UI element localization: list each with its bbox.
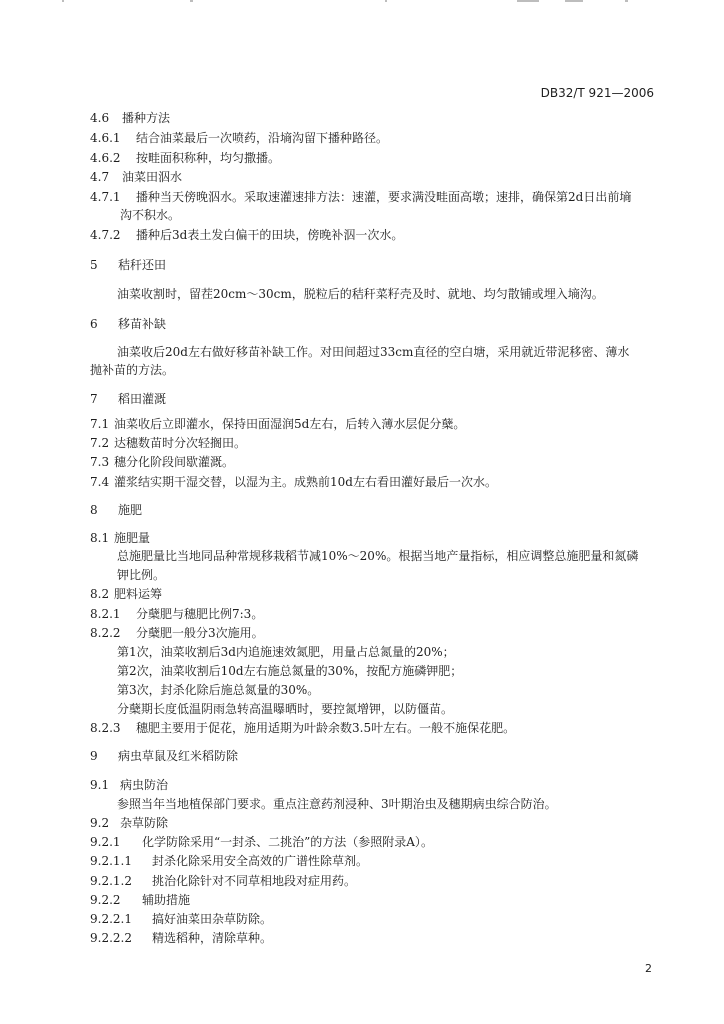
page-number: 2	[645, 962, 652, 975]
paragraph-line: 油菜收后20d左右做好移苗补缺工作。对田间超过33cm直径的空白塘，采用就近带泥移密、薄水	[117, 345, 630, 359]
section-heading: 7 稻田灌溉	[90, 392, 167, 406]
paragraph-line: 油菜收割时，留茬20cm～30cm，脱粒后的秸秆菜籽壳及时、就地、均匀散铺或埋入墒沟。	[117, 287, 604, 301]
clause-heading: 8.1 施肥量	[90, 531, 151, 545]
list-item: 第2次，油菜收割后10d左右施总氮量的30%，按配方施磷钾肥；	[117, 664, 463, 678]
clause-heading: 9.2 杂草防除	[90, 816, 169, 830]
clause-line: 9.2.1.2 挑治化除针对不同草相地段对症用药。	[90, 874, 357, 888]
clause-line: 7.3 穗分化阶段间歇灌溉。	[90, 455, 235, 469]
clause-line: 9.2.2.2 精选稻种，清除草种。	[90, 931, 273, 945]
clause-heading: 9.1 病虫防治	[90, 778, 169, 792]
clause-line: 8.2.1 分蘖肥与穗肥比例7:3。	[90, 607, 264, 621]
clause-line: 4.6.2 按畦面积称种，均匀撒播。	[90, 151, 281, 165]
list-item: 第3次，封杀化除后施总氮量的30%。	[117, 683, 320, 697]
section-heading: 6 移苗补缺	[90, 317, 167, 331]
clause-line: 8.2.3 穗肥主要用于促花，施用适期为叶龄余数3.5叶左右。一般不施保花肥。	[90, 721, 516, 735]
section-heading: 8 施肥	[90, 503, 143, 517]
clause-heading: 4.6 播种方法	[90, 111, 171, 125]
list-item: 分蘖期长度低温阴雨急转高温曝晒时，要控氮增钾，以防僵苗。	[117, 702, 454, 716]
standard-code: DB32/T 921—2006	[540, 86, 654, 100]
clause-line: 7.2 达穗数苗时分次轻搁田。	[90, 436, 247, 450]
clause-line: 4.7.2 播种后3d表土发白偏干的田块，傍晚补泅一次水。	[90, 228, 404, 242]
clause-line: 7.1 油菜收后立即灌水，保持田面湿润5d左右，后转入薄水层促分蘖。	[90, 417, 466, 431]
clause-continuation: 沟不积水。	[120, 208, 181, 222]
clause-line: 9.2.1 化学防除采用“一封杀、二挑治”的方法（参照附录A）。	[90, 835, 433, 849]
section-heading: 9 病虫草鼠及红米稻防除	[90, 749, 239, 763]
clause-line: 9.2.2.1 搞好油菜田杂草防除。	[90, 912, 273, 926]
top-edge-artifact	[0, 0, 724, 4]
clause-line: 9.2.2 辅助措施	[90, 893, 191, 907]
paragraph-line: 总施肥量比当地同品种常规移栽稻节减10%～20%。根据当地产量指标，相应调整总施肥量和氮磷	[117, 549, 639, 563]
list-item: 第1次，油菜收割后3d内追施速效氮肥，用量占总氮量的20%；	[117, 645, 455, 659]
clause-heading: 4.7 油菜田泅水	[90, 170, 183, 184]
clause-line: 4.6.1 结合油菜最后一次喷药，沿墒沟留下播种路径。	[90, 131, 389, 145]
clause-line: 4.7.1 播种当天傍晚泅水。采取速灌速排方法：速灌，要求满没畦面高墩；速排，确保第2d日出前墒	[90, 190, 632, 204]
paragraph-line: 钾比例。	[117, 568, 166, 582]
paragraph-line: 抛补苗的方法。	[90, 363, 175, 377]
clause-line: 7.4 灌浆结实期干湿交替，以湿为主。成熟前10d左右看田灌好最后一次水。	[90, 475, 497, 489]
clause-line: 9.2.1.1 封杀化除采用安全高效的广谱性除草剂。	[90, 854, 369, 868]
paragraph-line: 参照当年当地植保部门要求。重点注意药剂浸种、3叶期治虫及穗期病虫综合防治。	[117, 797, 557, 811]
section-heading: 5 秸秆还田	[90, 258, 167, 272]
clause-line: 8.2.2 分蘖肥一般分3次施用。	[90, 626, 264, 640]
clause-heading: 8.2 肥料运筹	[90, 587, 163, 601]
